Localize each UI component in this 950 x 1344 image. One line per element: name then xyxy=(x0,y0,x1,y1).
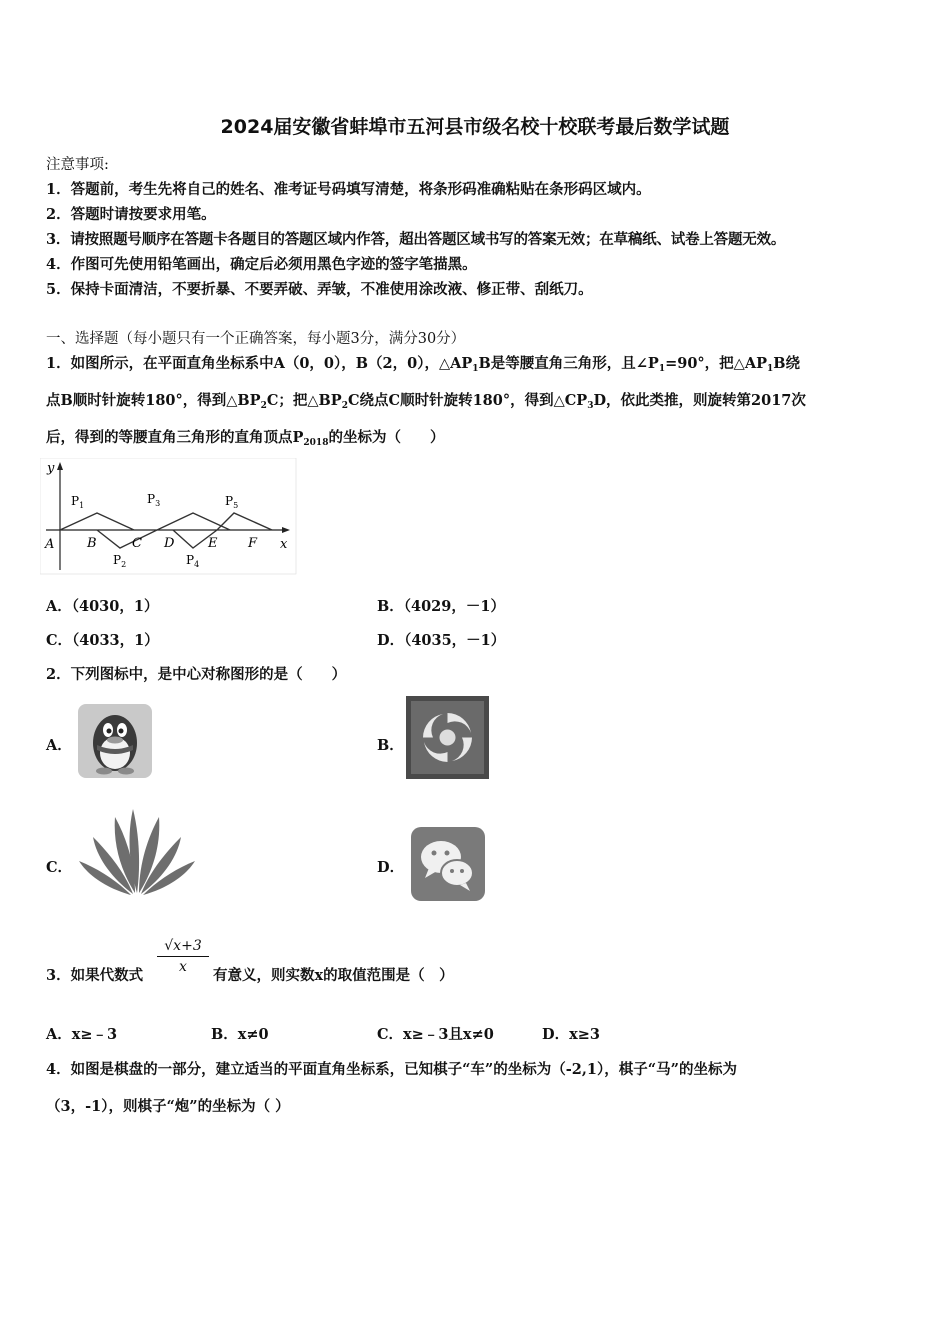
q3-stem-start: 3．如果代数式 xyxy=(46,967,144,984)
label-f: F xyxy=(248,536,258,551)
label-p3: $P_3$ xyxy=(147,492,161,508)
page-title: 2024届安徽省蚌埠市五河县市级名校十校联考最后数学试题 xyxy=(220,116,730,138)
q1-line-1: 1．如图所示，在平面直角坐标系中A（0，0），B（2，0），$\triangle AP_1B$是等腰直角三角形，且$\angle P_1=90^\circ$，把$\triangle AP_1B$绕 xyxy=(46,355,801,374)
huawei-petals-icon xyxy=(75,805,200,897)
label-p1: $P_1$ xyxy=(71,494,85,510)
q1-coordinate-figure xyxy=(40,458,298,576)
q2-label-b: B． xyxy=(377,737,404,754)
q4-line-2: （3，-1），则棋子“炮”的坐标为（ ） xyxy=(46,1098,290,1115)
section-heading: 一、选择题（每小题只有一个正确答案，每小题3分，满分30分） xyxy=(46,331,466,347)
wechat-bubbles-icon xyxy=(410,826,486,902)
notice-item-1: 1．答题前，考生先将自己的姓名、准考证号码填写清楚，将条形码准确粘贴在条形码区域内。 xyxy=(46,181,651,198)
label-d: D xyxy=(164,536,175,551)
q3-option-b: B．x≠0 xyxy=(211,1026,269,1043)
label-e: E xyxy=(208,536,218,551)
q3-denominator: x xyxy=(179,959,187,975)
q3-fraction xyxy=(157,938,209,975)
q1-line-3: 后，得到的等腰直角三角形的直角顶点$P_{2018}$的坐标为（ ） xyxy=(46,429,445,448)
q2-stem: 2．下列图标中，是中心对称图形的是（ ） xyxy=(46,666,347,683)
qq-penguin-icon xyxy=(77,703,153,779)
q3-option-a: A．x≥﹣3 xyxy=(46,1026,118,1043)
notice-item-5: 5．保持卡面清洁，不要折暴、不要弄破、弄皱，不准使用涂改液、修正带、刮纸刀。 xyxy=(46,281,593,298)
q3-option-d: D．x≥3 xyxy=(542,1026,600,1043)
notice-heading: 注意事项: xyxy=(46,157,109,173)
label-b: B xyxy=(87,536,97,551)
label-c: C xyxy=(132,536,142,551)
notice-item-4: 4．作图可先使用铅笔画出，确定后必须用黑色字迹的签字笔描黑。 xyxy=(46,256,477,273)
q4-line-1: 4．如图是棋盘的一部分，建立适当的平面直角坐标系，已知棋子“车”的坐标为（-2,1），棋子“马”的坐标为 xyxy=(46,1061,737,1078)
q3-numerator: √x+3 xyxy=(157,938,209,957)
q2-label-c: C． xyxy=(46,859,73,876)
q2-label-a: A． xyxy=(46,737,72,754)
q1-option-c: C．（4033，1） xyxy=(46,632,159,649)
label-a: A xyxy=(45,537,55,552)
q1-option-d: D．（4035，－1） xyxy=(377,632,506,649)
label-p2: $P_2$ xyxy=(113,553,127,569)
q1-option-b: B．（4029，－1） xyxy=(377,598,505,615)
q3-stem-end: 有意义，则实数x的取值范围是（ ） xyxy=(213,967,454,984)
notice-item-2: 2．答题时请按要求用笔。 xyxy=(46,206,216,223)
label-p5: $P_5$ xyxy=(225,494,239,510)
q2-label-d: D． xyxy=(377,859,405,876)
notice-item-3: 3．请按照题号顺序在答题卡各题目的答题区域内作答，超出答题区域书写的答案无效；在草稿纸、试卷上答题无效。 xyxy=(46,231,786,248)
swirl-logo-icon xyxy=(405,695,490,780)
q3-option-c: C．x≥﹣3且x≠0 xyxy=(377,1026,494,1043)
label-p4: $P_4$ xyxy=(186,553,200,569)
q1-line-2: 点B顺时针旋转180°，得到$\triangle BP_2C$；把$\triangle BP_2C$绕点C顺时针旋转180°，得到$\triangle CP_3D$，依此类推，则旋转第2017次 xyxy=(46,392,806,411)
y-label: y xyxy=(47,461,55,476)
q1-option-a: A．（4030，1） xyxy=(46,598,159,615)
x-label: x xyxy=(280,537,288,552)
